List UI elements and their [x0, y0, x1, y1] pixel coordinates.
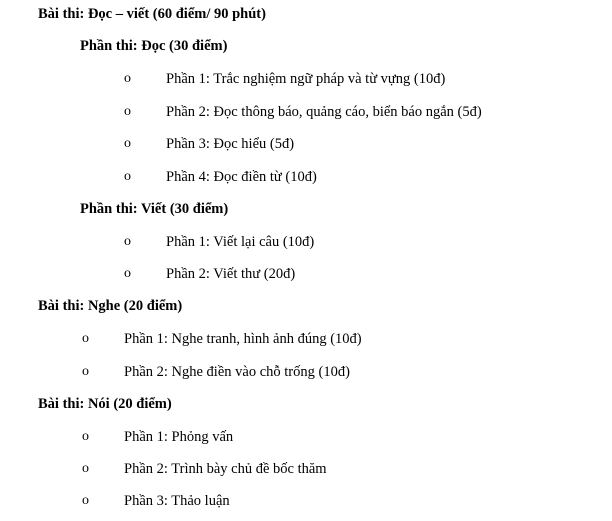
- list-item: Phần 3: Đọc hiểu (5đ): [166, 136, 295, 152]
- bullet-marker: o: [82, 429, 89, 444]
- list-item: Phần 1: Phỏng vấn: [124, 429, 234, 445]
- part-heading-viet: Phần thi: Viết (30 điểm): [80, 201, 229, 217]
- part-heading-doc: Phần thi: Đọc (30 điểm): [80, 38, 228, 54]
- list-item: Phần 1: Viết lại câu (10đ): [166, 234, 315, 250]
- bullet-marker: o: [82, 331, 89, 346]
- list-item: Phần 2: Nghe điền vào chỗ trống (10đ): [124, 364, 350, 380]
- list-item: Phần 4: Đọc điền từ (10đ): [166, 169, 317, 185]
- list-item: Phần 1: Trắc nghiệm ngữ pháp và từ vựng (10đ): [166, 71, 446, 87]
- bullet-marker: o: [124, 266, 131, 281]
- list-item: Phần 2: Viết thư (20đ): [166, 266, 296, 282]
- list-item: Phần 3: Thảo luận: [124, 493, 230, 509]
- bullet-marker: o: [124, 169, 131, 184]
- section-heading-nghe: Bài thi: Nghe (20 điểm): [38, 298, 183, 314]
- bullet-marker: o: [124, 104, 131, 119]
- section-heading-doc-viet: Bài thi: Đọc – viết (60 điểm/ 90 phút): [38, 6, 266, 22]
- bullet-marker: o: [124, 71, 131, 86]
- list-item: Phần 2: Trình bày chủ đề bốc thăm: [124, 461, 327, 477]
- list-item: Phần 2: Đọc thông báo, quảng cáo, biển báo ngắn (5đ): [166, 104, 482, 120]
- bullet-marker: o: [124, 234, 131, 249]
- bullet-marker: o: [82, 493, 89, 508]
- section-heading-noi: Bài thi: Nói (20 điểm): [38, 396, 172, 412]
- list-item: Phần 1: Nghe tranh, hình ảnh đúng (10đ): [124, 331, 362, 347]
- bullet-marker: o: [82, 364, 89, 379]
- bullet-marker: o: [82, 461, 89, 476]
- bullet-marker: o: [124, 136, 131, 151]
